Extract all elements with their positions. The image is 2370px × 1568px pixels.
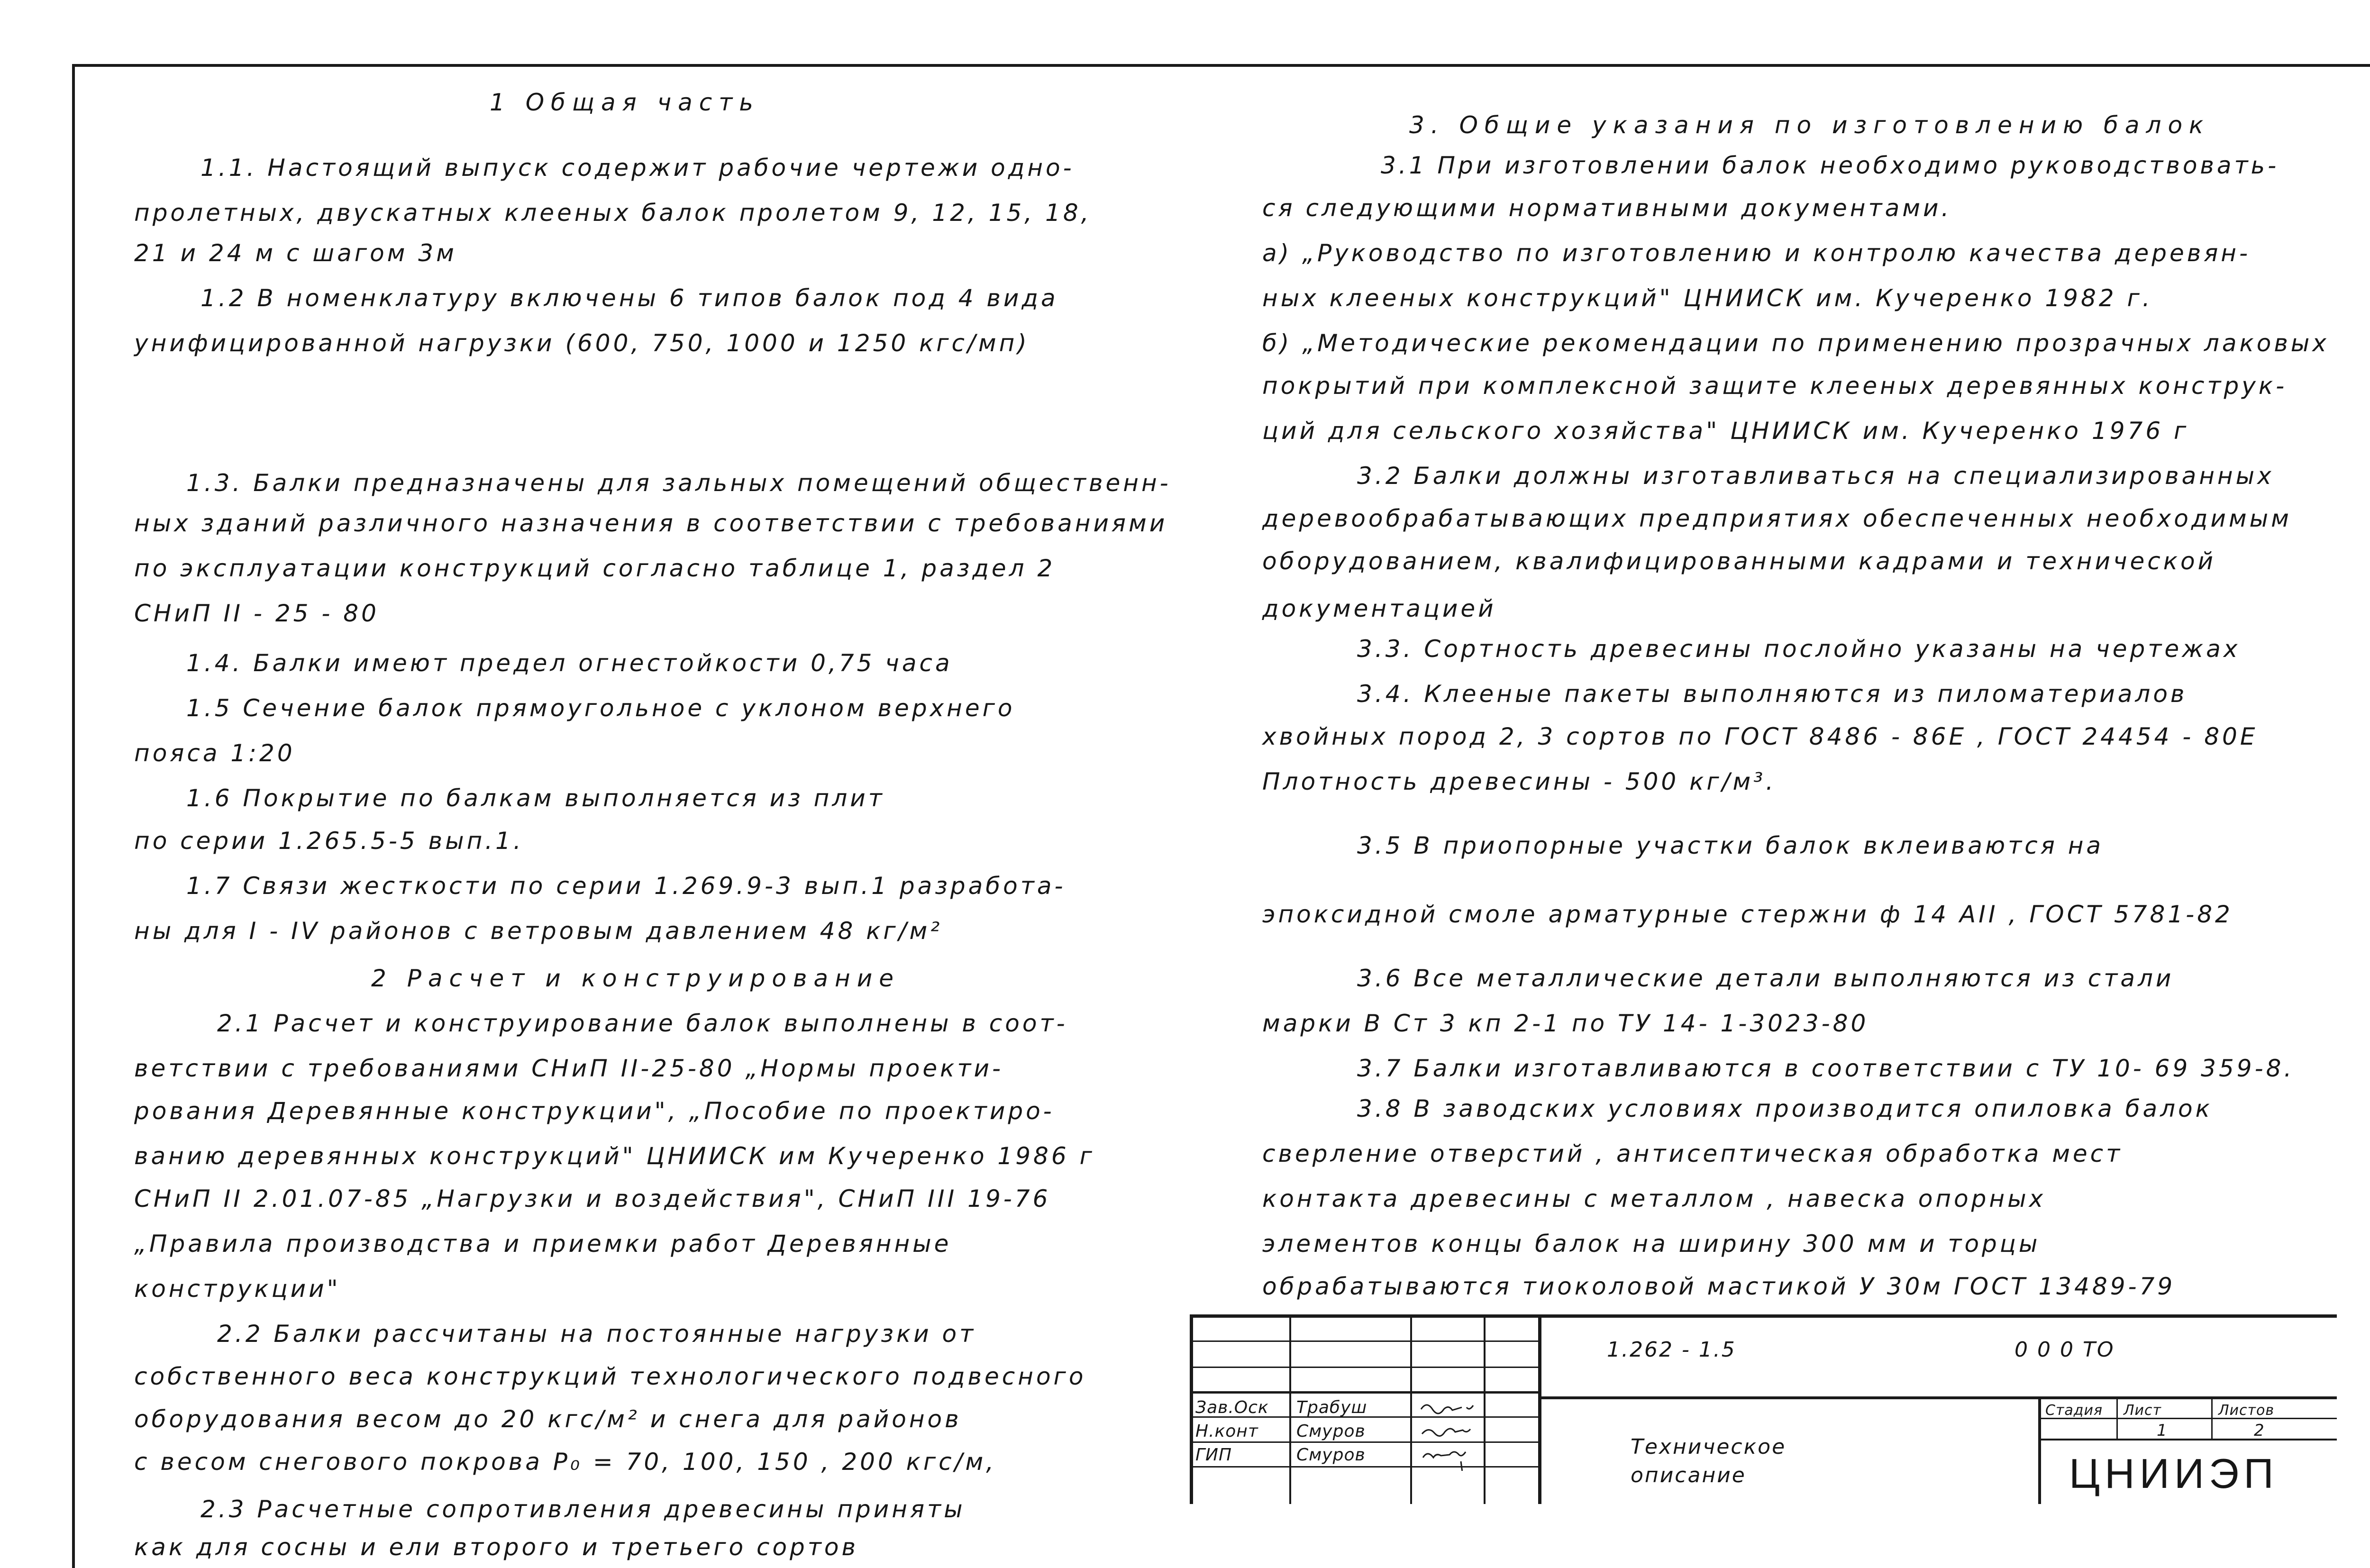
text-line: 3.4. Клееные пакеты выполняются из пиломатериалов bbox=[1357, 680, 2188, 708]
text-line: хвойных пород 2, 3 сортов по ГОСТ 8486 - 86Е , ГОСТ 24454 - 80Е bbox=[1262, 723, 2258, 750]
text-line: документацией bbox=[1262, 595, 1496, 622]
text-line: а) „Руководство по изготовлению и контролю качества деревян- bbox=[1262, 239, 2251, 267]
text-line: ций для сельского хозяйства" ЦНИИСК им. Кучеренко 1976 г bbox=[1262, 417, 2189, 445]
document-title-line: Техническое bbox=[1631, 1435, 1787, 1459]
document-title-line: описание bbox=[1631, 1463, 1746, 1487]
stamp-name: Смуров bbox=[1296, 1445, 1366, 1465]
text-line: покрытий при комплексной защите клееных деревянных конструк- bbox=[1262, 372, 2288, 400]
text-line: ных клееных конструкций" ЦНИИСК им. Кучеренко 1982 г. bbox=[1262, 284, 2153, 312]
text-line: пролетных, двускатных клееных балок пролетом 9, 12, 15, 18, bbox=[134, 199, 1092, 227]
text-line: ных зданий различного назначения в соответствии с требованиями bbox=[134, 510, 1168, 537]
text-line: унифицированной нагрузки (600, 750, 1000 и 1250 кгс/мп) bbox=[134, 329, 1030, 357]
organization-name: ЦНИИЭП bbox=[2069, 1450, 2279, 1497]
text-line: пояса 1:20 bbox=[134, 739, 295, 767]
text-line: 1.4. Балки имеют предел огнестойкости 0,75 часа bbox=[186, 649, 953, 677]
document-series: 1.262 - 1.5 bbox=[1607, 1338, 1736, 1362]
stamp-mid-line bbox=[1540, 1396, 2337, 1399]
text-line: элементов концы балок на ширину 300 мм и торцы bbox=[1262, 1230, 2041, 1258]
text-line: 1.2 В номенклатуру включены 6 типов балок под 4 вида bbox=[201, 284, 1058, 312]
section-heading-manufacturing: 3. Общие указания по изготовлению балок bbox=[1409, 111, 2210, 139]
signature-marks bbox=[1417, 1395, 1479, 1471]
text-line: 3.6 Все металлические детали выполняются из стали bbox=[1357, 965, 2174, 992]
text-line: 1.5 Сечение балок прямоугольное с уклоном верхнего bbox=[186, 694, 1015, 722]
sheets-total: 2 bbox=[2254, 1421, 2265, 1440]
text-line: 3.3. Сортность древесины послойно указаны на чертежах bbox=[1357, 635, 2241, 663]
text-line: обрабатываются тиоколовой мастикой У 30м ГОСТ 13489-79 bbox=[1262, 1273, 2176, 1300]
stamp-col-line bbox=[1289, 1314, 1291, 1504]
text-line: 3.2 Балки должны изготавливаться на специализированных bbox=[1357, 462, 2274, 490]
section-heading-design: 2 Расчет и конструирование bbox=[371, 965, 901, 992]
text-line: как для сосны и ели второго и третьего сортов bbox=[134, 1533, 858, 1561]
text-line: 1.6 Покрытие по балкам выполняется из плит bbox=[186, 784, 885, 812]
stage-header: Стадия bbox=[2045, 1402, 2103, 1419]
text-line: по серии 1.265.5-5 вып.1. bbox=[134, 827, 524, 855]
text-line: 2.1 Расчет и конструирование балок выполнены в соот- bbox=[217, 1010, 1068, 1037]
text-line: собственного веса конструкций технологического подвесного bbox=[134, 1363, 1086, 1390]
text-line: „Правила производства и приемки работ Деревянные bbox=[134, 1230, 952, 1258]
stamp-info-divider bbox=[2038, 1396, 2041, 1504]
sheets-header: Листов bbox=[2218, 1402, 2275, 1419]
title-block bbox=[1190, 1314, 2337, 1504]
text-line: 1.1. Настоящий выпуск содержит рабочие чертежи одно- bbox=[201, 154, 1075, 182]
text-line: 1.3. Балки предназначены для зальных помещений общественн- bbox=[186, 469, 1171, 497]
text-line: ветствии с требованиями СНиП II-25-80 „Нормы проекти- bbox=[134, 1055, 1004, 1082]
text-line: с весом снегового покрова Р₀ = 70, 100, 150 , 200 кгс/м, bbox=[134, 1448, 997, 1476]
text-line: сверление отверстий , антисептическая обработка мест bbox=[1262, 1140, 2123, 1167]
text-line: деревообрабатывающих предприятиях обеспеченных необходимым bbox=[1262, 505, 2292, 532]
stamp-role: ГИП bbox=[1195, 1445, 1232, 1465]
text-line: 3.7 Балки изготавливаются в соответствии с ТУ 10- 69 359-8. bbox=[1357, 1055, 2295, 1082]
text-line: ся следующими нормативными документами. bbox=[1262, 194, 1952, 222]
text-line: 2.2 Балки рассчитаны на постоянные нагрузки от bbox=[217, 1320, 976, 1348]
stamp-row-line bbox=[1190, 1391, 1540, 1394]
text-line: 3.8 В заводских условиях производится опиловка балок bbox=[1357, 1095, 2213, 1122]
sheet-header: Лист bbox=[2124, 1402, 2162, 1419]
text-line: ванию деревянных конструкций" ЦНИИСК им Кучеренко 1986 г bbox=[134, 1142, 1095, 1170]
stamp-name: Смуров bbox=[1296, 1422, 1366, 1441]
text-line: по эксплуатации конструкций согласно таблице 1, раздел 2 bbox=[134, 555, 1056, 582]
text-line: контакта древесины с металлом , навеска опорных bbox=[1262, 1185, 2046, 1212]
text-line: б) „Методические рекомендации по применению прозрачных лаковых bbox=[1262, 329, 2329, 357]
text-line: конструкции" bbox=[134, 1275, 341, 1303]
stamp-info-line bbox=[2038, 1439, 2337, 1440]
stamp-col-line bbox=[1484, 1314, 1486, 1504]
stamp-left-line bbox=[1190, 1314, 1193, 1504]
text-line: 21 и 24 м с шагом 3м bbox=[134, 239, 457, 267]
text-line: 3.5 В приопорные участки балок вклеиваются на bbox=[1357, 832, 2104, 859]
stamp-top-line bbox=[1190, 1314, 2337, 1318]
text-line: СНиП II 2.01.07-85 „Нагрузки и воздействия", СНиП III 19-76 bbox=[134, 1185, 1051, 1212]
text-line: оборудованием, квалифицированными кадрами и технической bbox=[1262, 547, 2216, 575]
stamp-role: Н.конт bbox=[1195, 1422, 1258, 1441]
text-line: 2.3 Расчетные сопротивления древесины приняты bbox=[201, 1495, 966, 1523]
text-line: эпоксидной смоле арматурные стержни ф 14 АII , ГОСТ 5781-82 bbox=[1262, 901, 2233, 928]
stamp-col-line bbox=[1538, 1314, 1541, 1504]
stamp-row-line bbox=[1190, 1340, 1540, 1342]
text-line: СНиП II - 25 - 80 bbox=[134, 600, 379, 627]
stamp-role: Зав.Оск bbox=[1195, 1398, 1269, 1417]
stamp-col-line bbox=[1410, 1314, 1412, 1504]
text-line: ны для I - IV районов с ветровым давлением 48 кг/м² bbox=[134, 917, 943, 945]
text-line: Плотность древесины - 500 кг/м³. bbox=[1262, 768, 1777, 795]
stamp-row-line bbox=[1190, 1367, 1540, 1368]
document-code: 0 0 0 ТО bbox=[2014, 1338, 2115, 1362]
text-line: рования Деревянные конструкции", „Пособие по проектиро- bbox=[134, 1097, 1055, 1125]
text-line: марки В Ст 3 кп 2-1 по ТУ 14- 1-3023-80 bbox=[1262, 1010, 1869, 1037]
sheet-number: 1 bbox=[2157, 1421, 2168, 1440]
section-heading-general: 1 Общая часть bbox=[490, 89, 760, 116]
text-line: 3.1 При изготовлении балок необходимо руководствовать- bbox=[1381, 152, 2279, 179]
text-line: 1.7 Связи жесткости по серии 1.269.9-3 вып.1 разработа- bbox=[186, 872, 1066, 900]
text-line: оборудования весом до 20 кгс/м² и снега для районов bbox=[134, 1405, 962, 1433]
stamp-name: Трабуш bbox=[1296, 1398, 1367, 1417]
